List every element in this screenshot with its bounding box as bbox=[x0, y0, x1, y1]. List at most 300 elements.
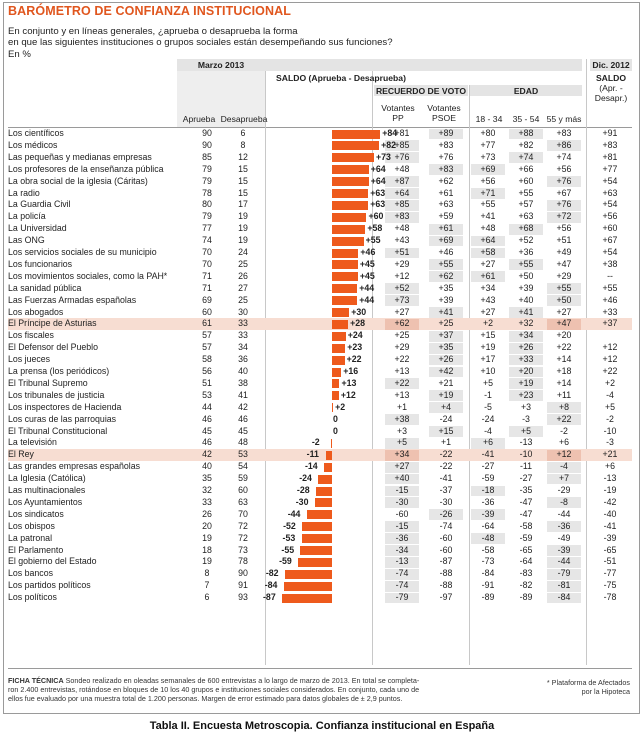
cell-desaprueba: 59 bbox=[238, 473, 248, 484]
saldo-label: +24 bbox=[347, 330, 363, 341]
saldo-bar bbox=[332, 213, 366, 222]
cell-aprueba: 26 bbox=[202, 508, 212, 519]
saldo-label: -11 bbox=[306, 449, 319, 460]
saldo-label: +82 bbox=[381, 139, 397, 150]
row-label: El Príncipe de Asturias bbox=[8, 318, 97, 329]
saldo-bar bbox=[332, 272, 358, 281]
table-row bbox=[8, 366, 632, 378]
cell-desaprueba: 27 bbox=[238, 282, 248, 293]
cell-pp: +27 bbox=[394, 306, 410, 317]
cell-desaprueba: 12 bbox=[238, 151, 248, 162]
table-row bbox=[8, 556, 632, 568]
row-label: Los funcionarios bbox=[8, 258, 73, 269]
cell-desaprueba: 19 bbox=[238, 211, 248, 222]
cell-a2: +19 bbox=[518, 377, 534, 388]
saldo-bar bbox=[332, 296, 357, 305]
cell-aprueba: 70 bbox=[202, 247, 212, 257]
cell-a2: +74 bbox=[518, 151, 534, 162]
cell-dic: +67 bbox=[602, 235, 618, 246]
cell-aprueba: 69 bbox=[202, 294, 212, 305]
saldo-bar bbox=[315, 498, 332, 507]
cell-a2: +33 bbox=[518, 354, 534, 365]
cell-a3: +14 bbox=[556, 354, 572, 365]
footer-divider bbox=[8, 668, 632, 669]
row-label: El Rey bbox=[8, 449, 34, 460]
cell-a1: -59 bbox=[481, 473, 495, 484]
saldo-bar bbox=[332, 368, 341, 377]
cell-pp: -15 bbox=[395, 520, 409, 531]
cell-psoe: +61 bbox=[438, 187, 454, 198]
cell-a2: +32 bbox=[518, 318, 534, 329]
saldo-label: -2 bbox=[311, 437, 320, 448]
saldo-bar bbox=[332, 356, 345, 365]
cell-psoe: +35 bbox=[438, 342, 454, 353]
saldo-label: -84 bbox=[264, 580, 278, 591]
table-row bbox=[8, 485, 632, 497]
table-row bbox=[8, 580, 632, 592]
header-votantes-pp-1: Votantes bbox=[381, 103, 415, 113]
cell-a1: -36 bbox=[481, 496, 495, 507]
cell-a1: -73 bbox=[481, 556, 495, 567]
cell-dic: +5 bbox=[604, 401, 616, 412]
cell-a2: -59 bbox=[519, 532, 533, 543]
cell-a3: +22 bbox=[556, 413, 572, 424]
saldo-bar bbox=[282, 594, 332, 603]
cell-a2: -47 bbox=[519, 508, 533, 519]
saldo-label: +60 bbox=[368, 211, 384, 222]
saldo-bar bbox=[332, 189, 368, 198]
cell-a2: +3 bbox=[520, 401, 532, 412]
cell-a2: +60 bbox=[518, 175, 534, 186]
cell-aprueba: 46 bbox=[202, 413, 212, 424]
cell-a3: -44 bbox=[557, 556, 571, 567]
cell-pp: +1 bbox=[396, 401, 408, 412]
cell-dic: -65 bbox=[603, 544, 617, 555]
saldo-bar bbox=[332, 308, 349, 317]
saldo-label: 0 bbox=[333, 425, 338, 436]
cell-desaprueba: 19 bbox=[238, 223, 248, 234]
cell-a2: -35 bbox=[519, 485, 533, 495]
table-row bbox=[8, 295, 632, 307]
cell-a3: +14 bbox=[556, 377, 572, 388]
table-row bbox=[8, 140, 632, 152]
cell-aprueba: 57 bbox=[202, 330, 212, 341]
cell-dic: +12 bbox=[602, 354, 618, 365]
row-label: El Defensor del Pueblo bbox=[8, 342, 98, 353]
cell-psoe: +26 bbox=[438, 354, 454, 365]
row-label: Las pequeñas y medianas empresas bbox=[8, 151, 152, 162]
saldo-bar bbox=[298, 558, 332, 567]
cell-psoe: +63 bbox=[438, 199, 454, 210]
row-label: Los inspectores de Hacienda bbox=[8, 401, 122, 412]
saldo-label: -82 bbox=[265, 568, 279, 579]
cell-aprueba: 80 bbox=[202, 199, 212, 210]
cell-desaprueba: 41 bbox=[238, 389, 248, 400]
ficha-line-2: ron 2.400 entrevistas, rotándose en bloques de 10 los 40 grupos e instituciones sociales considerados. En conjunto, cada uno de bbox=[8, 685, 420, 694]
cell-dic: +54 bbox=[602, 247, 618, 257]
table-row bbox=[8, 330, 632, 342]
cell-aprueba: 85 bbox=[202, 151, 212, 162]
cell-a2: +50 bbox=[518, 270, 534, 281]
row-label: Los bancos bbox=[8, 568, 53, 579]
saldo-bar bbox=[316, 487, 332, 496]
cell-aprueba: 60 bbox=[202, 306, 212, 317]
cell-dic: -77 bbox=[603, 568, 617, 579]
cell-a1: +55 bbox=[480, 199, 496, 210]
table-row bbox=[8, 199, 632, 211]
table-row bbox=[8, 235, 632, 247]
saldo-bar bbox=[332, 379, 339, 388]
table-row bbox=[8, 449, 632, 461]
cell-aprueba: 32 bbox=[202, 485, 212, 495]
saldo-bar bbox=[332, 237, 364, 246]
saldo-bar bbox=[332, 141, 379, 150]
cell-a1: -4 bbox=[484, 425, 492, 436]
saldo-bar bbox=[284, 582, 332, 591]
cell-pp: +73 bbox=[394, 294, 410, 305]
cell-a1: +41 bbox=[480, 211, 496, 222]
cell-desaprueba: 33 bbox=[238, 330, 248, 341]
cell-a1: -58 bbox=[481, 544, 495, 555]
cell-psoe: +41 bbox=[438, 306, 454, 317]
header-votantes-pp-2: PP bbox=[392, 113, 404, 123]
cell-desaprueba: 46 bbox=[238, 413, 248, 424]
saldo-label: +30 bbox=[351, 306, 367, 317]
cell-a2: +26 bbox=[518, 342, 534, 353]
cell-a2: +39 bbox=[518, 282, 534, 293]
cell-dic: -10 bbox=[603, 425, 617, 436]
header-saldo-main: SALDO (Aprueba - Desaprueba) bbox=[276, 73, 406, 83]
cell-dic: -41 bbox=[603, 520, 617, 531]
saldo-bar bbox=[332, 130, 380, 139]
cell-a1: +80 bbox=[480, 128, 496, 138]
cell-a1: +27 bbox=[480, 258, 496, 269]
cell-a1: +27 bbox=[480, 306, 496, 317]
table-row bbox=[8, 378, 632, 390]
cell-desaprueba: 42 bbox=[238, 401, 248, 412]
cell-dic: -- bbox=[607, 270, 613, 281]
cell-psoe: -60 bbox=[439, 544, 453, 555]
row-label: Los políticos bbox=[8, 592, 57, 603]
cell-desaprueba: 54 bbox=[238, 461, 248, 472]
cell-psoe: -37 bbox=[439, 485, 453, 495]
saldo-label: -59 bbox=[279, 556, 292, 567]
saldo-bar bbox=[318, 475, 332, 484]
cell-aprueba: 35 bbox=[202, 473, 212, 484]
cell-a3: -81 bbox=[557, 580, 571, 591]
cell-pp: -30 bbox=[395, 496, 409, 507]
row-label: Los curas de las parroquias bbox=[8, 413, 117, 424]
cell-pp: -36 bbox=[395, 532, 409, 543]
cell-pp: +83 bbox=[394, 211, 410, 222]
cell-aprueba: 33 bbox=[202, 496, 212, 507]
cell-psoe: +59 bbox=[438, 211, 454, 222]
cell-a1: -48 bbox=[481, 532, 495, 543]
saldo-label: -28 bbox=[296, 485, 310, 495]
cell-a1: -5 bbox=[484, 401, 492, 412]
cell-pp: -74 bbox=[395, 580, 409, 591]
cell-pp: +13 bbox=[394, 389, 410, 400]
cell-psoe: +83 bbox=[438, 163, 454, 174]
row-label: Los jueces bbox=[8, 354, 51, 365]
cell-pp: +29 bbox=[394, 258, 410, 269]
question-text bbox=[8, 26, 393, 60]
saldo-label: +28 bbox=[350, 318, 366, 329]
table-row bbox=[8, 521, 632, 533]
cell-a3: +7 bbox=[558, 473, 570, 484]
cell-a2: -64 bbox=[519, 556, 533, 567]
table-row bbox=[8, 318, 632, 330]
cell-desaprueba: 24 bbox=[238, 247, 248, 257]
cell-pp: +22 bbox=[394, 354, 410, 365]
cell-aprueba: 8 bbox=[204, 568, 210, 579]
cell-a3: -8 bbox=[560, 496, 568, 507]
row-label: La televisión bbox=[8, 437, 57, 448]
cell-desaprueba: 8 bbox=[240, 139, 246, 150]
header-edad: EDAD bbox=[513, 86, 539, 96]
cell-dic: +81 bbox=[602, 151, 618, 162]
cell-aprueba: 74 bbox=[202, 235, 212, 246]
cell-pp: +85 bbox=[394, 199, 410, 210]
cell-dic: -4 bbox=[606, 389, 614, 400]
table-row bbox=[8, 188, 632, 200]
ficha-label: FICHA TÉCNICA bbox=[8, 676, 64, 685]
cell-a2: +36 bbox=[518, 247, 534, 257]
cell-aprueba: 57 bbox=[202, 342, 212, 353]
cell-a3: +47 bbox=[556, 318, 572, 329]
cell-dic: -19 bbox=[603, 485, 617, 495]
cell-aprueba: 6 bbox=[204, 592, 210, 603]
table-row bbox=[8, 592, 632, 604]
cell-desaprueba: 45 bbox=[238, 425, 248, 436]
cell-a1: +2 bbox=[482, 318, 494, 329]
cell-a3: -39 bbox=[557, 544, 571, 555]
cell-dic: +83 bbox=[602, 139, 618, 150]
cell-pp: +34 bbox=[394, 449, 410, 460]
saldo-label: +46 bbox=[360, 247, 376, 257]
cell-a3: +12 bbox=[556, 449, 572, 460]
header-period-main: Marzo 2013 bbox=[197, 60, 245, 70]
cell-aprueba: 79 bbox=[202, 175, 212, 186]
cell-a3: +51 bbox=[556, 235, 572, 246]
saldo-bar bbox=[332, 201, 368, 210]
cell-a3: -29 bbox=[557, 485, 571, 495]
ficha-line-3: ellos fue evaluado por una muestra total de 1.200 personas. Margen de error estimado para datos globales de ± 2,9 puntos. bbox=[8, 694, 403, 703]
cell-dic: +22 bbox=[602, 366, 618, 376]
cell-dic: -42 bbox=[603, 496, 617, 507]
saldo-label: -30 bbox=[295, 496, 309, 507]
saldo-label: -52 bbox=[283, 520, 296, 531]
cell-aprueba: 58 bbox=[202, 354, 212, 365]
cell-pp: +29 bbox=[394, 342, 410, 353]
table-row bbox=[8, 473, 632, 485]
row-label: Los partidos políticos bbox=[8, 580, 91, 591]
row-label: La obra social de la iglesia (Cáritas) bbox=[8, 175, 148, 186]
saldo-label: +2 bbox=[335, 401, 346, 412]
cell-psoe: +83 bbox=[438, 139, 454, 150]
table-row bbox=[8, 211, 632, 223]
cell-a2: +88 bbox=[518, 128, 534, 138]
saldo-bar bbox=[332, 177, 369, 186]
cell-a3: +49 bbox=[556, 247, 572, 257]
cell-a2: +5 bbox=[520, 425, 532, 436]
cell-aprueba: 51 bbox=[202, 377, 212, 388]
cell-pp: +76 bbox=[394, 151, 410, 162]
cell-a1: +17 bbox=[480, 354, 496, 365]
cell-a3: +50 bbox=[556, 294, 572, 305]
header-recuerdo: RECUERDO DE VOTO bbox=[375, 86, 467, 96]
cell-a1: -1 bbox=[484, 389, 492, 400]
cell-a3: +22 bbox=[556, 342, 572, 353]
cell-a1: -27 bbox=[481, 461, 495, 472]
cell-a2: +23 bbox=[518, 389, 534, 400]
row-label: Los obispos bbox=[8, 520, 55, 531]
cell-desaprueba: 63 bbox=[238, 496, 248, 507]
cell-dic: -75 bbox=[603, 580, 617, 591]
cell-a2: +55 bbox=[518, 187, 534, 198]
cell-psoe: -88 bbox=[439, 568, 453, 579]
cell-psoe: -74 bbox=[439, 520, 453, 531]
cell-pp: +51 bbox=[394, 247, 410, 257]
cell-a1: -64 bbox=[481, 520, 495, 531]
cell-dic: -40 bbox=[603, 508, 617, 519]
table-row bbox=[8, 437, 632, 449]
cell-a3: +56 bbox=[556, 163, 572, 174]
cell-pp: +85 bbox=[394, 139, 410, 150]
cell-a1: +48 bbox=[480, 223, 496, 234]
cell-aprueba: 61 bbox=[202, 318, 212, 329]
cell-a2: -3 bbox=[522, 413, 530, 424]
cell-dic: +54 bbox=[602, 175, 618, 186]
saldo-label: +45 bbox=[359, 270, 375, 281]
cell-desaprueba: 60 bbox=[238, 485, 248, 495]
cell-psoe: +62 bbox=[438, 270, 454, 281]
cell-psoe: +1 bbox=[440, 437, 452, 448]
cell-desaprueba: 15 bbox=[238, 187, 248, 198]
cell-aprueba: 77 bbox=[202, 223, 212, 234]
cell-aprueba: 70 bbox=[202, 258, 212, 269]
question-line-2: en que las siguientes instituciones o grupos sociales están desempeñando sus funciones? bbox=[8, 37, 393, 49]
cell-a2: +20 bbox=[518, 366, 534, 376]
row-label: El gobierno del Estado bbox=[8, 556, 97, 567]
cell-dic: -3 bbox=[606, 437, 614, 448]
cell-desaprueba: 26 bbox=[238, 270, 248, 281]
cell-dic: -51 bbox=[603, 556, 617, 567]
row-label: Las grandes empresas españolas bbox=[8, 461, 141, 472]
table-row bbox=[8, 247, 632, 259]
header-age-2: 35 - 54 bbox=[512, 114, 540, 124]
row-label: El Tribunal Constitucional bbox=[8, 425, 108, 436]
saldo-label: +16 bbox=[343, 366, 359, 376]
cell-psoe: +89 bbox=[438, 128, 454, 138]
saldo-bar bbox=[285, 570, 332, 579]
cell-a1: +58 bbox=[480, 247, 496, 257]
table-row bbox=[8, 283, 632, 295]
cell-desaprueba: 78 bbox=[238, 556, 248, 567]
cell-aprueba: 79 bbox=[202, 211, 212, 222]
saldo-bar bbox=[332, 249, 358, 258]
saldo-label: +44 bbox=[359, 294, 375, 305]
cell-psoe: +35 bbox=[438, 282, 454, 293]
table-row bbox=[8, 426, 632, 438]
cell-a1: -18 bbox=[481, 485, 495, 495]
cell-a3: +18 bbox=[556, 366, 572, 376]
cell-pp: +22 bbox=[394, 377, 410, 388]
saldo-bar bbox=[332, 344, 345, 353]
cell-desaprueba: 90 bbox=[238, 568, 248, 579]
row-label: Los fiscales bbox=[8, 330, 54, 341]
cell-psoe: -22 bbox=[439, 461, 453, 472]
cell-a3: +11 bbox=[556, 389, 572, 400]
cell-psoe: +4 bbox=[440, 401, 452, 412]
cell-desaprueba: 19 bbox=[238, 235, 248, 246]
cell-pp: +25 bbox=[394, 330, 410, 341]
cell-pp: +48 bbox=[394, 223, 410, 234]
cell-aprueba: 19 bbox=[202, 556, 212, 567]
cell-a1: +19 bbox=[480, 342, 496, 353]
cell-aprueba: 79 bbox=[202, 163, 212, 174]
cell-psoe: +15 bbox=[438, 425, 454, 436]
row-label: El Tribunal Supremo bbox=[8, 377, 88, 388]
cell-aprueba: 90 bbox=[202, 139, 212, 150]
cell-desaprueba: 15 bbox=[238, 163, 248, 174]
saldo-bar bbox=[332, 165, 369, 174]
cell-desaprueba: 72 bbox=[238, 532, 248, 543]
cell-a3: +29 bbox=[556, 270, 572, 281]
saldo-bar bbox=[300, 546, 332, 555]
cell-a3: -2 bbox=[560, 425, 568, 436]
cell-psoe: -88 bbox=[439, 580, 453, 591]
cell-aprueba: 71 bbox=[202, 270, 212, 281]
header-votantes-psoe-2: PSOE bbox=[432, 113, 456, 123]
header-saldo-dec-2: (Apr. - bbox=[599, 83, 623, 93]
cell-desaprueba: 25 bbox=[238, 258, 248, 269]
cell-pp: +81 bbox=[394, 128, 410, 138]
cell-desaprueba: 25 bbox=[238, 294, 248, 305]
cell-a2: +66 bbox=[518, 163, 534, 174]
table-row bbox=[8, 164, 632, 176]
saldo-label: +23 bbox=[347, 342, 363, 353]
table-row bbox=[8, 342, 632, 354]
cell-dic: +56 bbox=[602, 211, 618, 222]
saldo-label: +58 bbox=[367, 223, 383, 234]
cell-pp: -13 bbox=[395, 556, 409, 567]
cell-psoe: +19 bbox=[438, 389, 454, 400]
row-label: Los científicos bbox=[8, 128, 64, 138]
cell-pp: +27 bbox=[394, 461, 410, 472]
cell-a2: +34 bbox=[518, 330, 534, 341]
saldo-label: +63 bbox=[370, 199, 386, 210]
cell-a1: -41 bbox=[481, 449, 495, 460]
cell-pp: +13 bbox=[394, 366, 410, 376]
header-votantes-psoe bbox=[422, 103, 466, 123]
saldo-label: -14 bbox=[304, 461, 318, 472]
cell-a2: -82 bbox=[519, 580, 533, 591]
cell-a3: -36 bbox=[557, 520, 571, 531]
cell-a2: -47 bbox=[519, 496, 533, 507]
cell-pp: -60 bbox=[395, 508, 409, 519]
saldo-bar bbox=[332, 403, 333, 412]
footnote-line-2: por la Hipoteca bbox=[581, 687, 630, 696]
cell-dic: -39 bbox=[603, 532, 617, 543]
cell-a3: +20 bbox=[556, 330, 572, 341]
cell-dic: +46 bbox=[602, 294, 618, 305]
ficha-tecnica bbox=[8, 676, 508, 703]
saldo-bar bbox=[326, 451, 332, 460]
saldo-bar bbox=[332, 153, 374, 162]
cell-pp: +43 bbox=[394, 235, 410, 246]
row-label: Las multinacionales bbox=[8, 485, 86, 495]
